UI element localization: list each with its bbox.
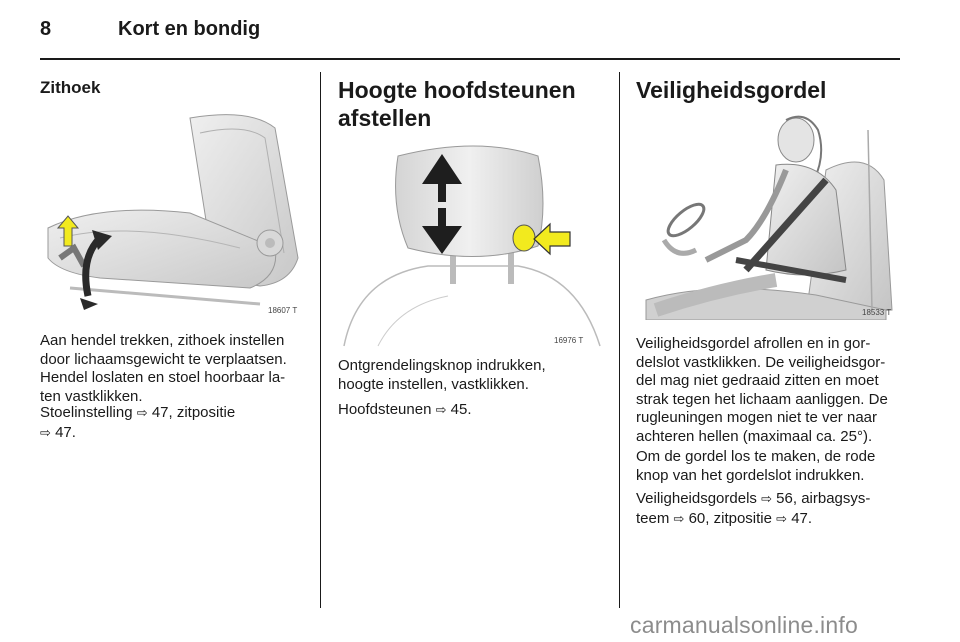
text-line [636, 490, 870, 510]
seat-illustration [40, 108, 304, 318]
paragraph-hoofdsteunen-references [338, 401, 472, 421]
text-line: Aan hendel trekken, zithoek instellen [40, 332, 285, 349]
seatbelt-illustration [636, 110, 902, 320]
paragraph-zithoek-instructions [40, 332, 287, 406]
header-divider [40, 58, 900, 60]
page-reference: 60, zitpositie [688, 509, 777, 527]
text-line: achteren hellen (maximaal ca. 25°). [636, 427, 873, 445]
figure-code: 18533 T [862, 308, 892, 317]
text-line: Om de gordel los te maken, de rode [636, 448, 876, 465]
page-title: Kort en bondig [118, 18, 261, 40]
text-line: ten vastklikken. [40, 387, 143, 405]
page-reference: 56, airbagsys- [776, 490, 871, 507]
crossref-arrow-icon: ⇨ [136, 406, 148, 421]
text-line [636, 510, 870, 530]
section-heading-veiligheidsgordel: Veiligheidsgordel [636, 77, 827, 103]
reference-text: Hoofdsteunen [338, 401, 436, 418]
figure-code: 18607 T [268, 306, 298, 315]
text-line [40, 424, 235, 444]
reference-text: Stoelinstelling [40, 404, 137, 421]
text-line: delslot vastklikken. De veiligheidsgor- [636, 353, 886, 371]
text-line: Veiligheidsgordel afrollen en in gor- [636, 335, 871, 352]
section-heading-zithoek: Zithoek [40, 78, 101, 97]
page-header [0, 0, 960, 60]
reference-text: Veiligheidsgordels [636, 490, 762, 507]
text-line: strak tegen het lichaam aanliggen. De [636, 390, 888, 408]
seat-recline-drawing [40, 108, 304, 318]
heading-line: Hoogte hoofdsteunen [338, 77, 576, 103]
figure-code: 16976 T [554, 336, 584, 345]
page-reference: 47. [791, 509, 813, 527]
text-line: door lichaamsgewicht te verplaatsen. [40, 350, 287, 368]
crossref-arrow-icon: ⇨ [761, 492, 772, 507]
paragraph-gordel-instructions [636, 335, 888, 446]
section-heading-hoofdsteunen [338, 76, 576, 132]
headrest-illustration [338, 136, 606, 348]
text-line: del mag niet gedraaid zitten en moet [636, 372, 879, 389]
page-number: 8 [40, 18, 52, 40]
column-divider-1 [320, 72, 321, 608]
paragraph-hoofdsteunen-instructions [338, 357, 546, 394]
watermark: carmanualsonline.info [630, 612, 858, 638]
page-reference: 45. [450, 401, 472, 418]
crossref-arrow-icon: ⇨ [776, 511, 788, 527]
page-reference: 47. [55, 423, 76, 441]
text-line: Hendel loslaten en stoel hoorbaar la- [40, 369, 286, 386]
headrest-drawing [338, 136, 606, 348]
text-line: hoogte instellen, vastklikken. [338, 375, 529, 393]
paragraph-gordel-references [636, 490, 870, 529]
crossref-arrow-icon: ⇨ [673, 511, 685, 527]
paragraph-zithoek-references [40, 404, 235, 443]
heading-line: afstellen [338, 105, 432, 131]
text-line: knop van het gordelslot indrukken. [636, 466, 865, 484]
text-line: Ontgrendelingsknop indrukken, [338, 357, 546, 374]
column-divider-2 [619, 72, 620, 608]
reference-text: teem [636, 509, 674, 527]
crossref-arrow-icon: ⇨ [435, 403, 447, 418]
text-line [40, 404, 235, 424]
text-line [338, 401, 472, 421]
text-line: rugleuningen mogen niet te ver naar [636, 409, 877, 426]
page-reference: 47, zitpositie [151, 404, 236, 421]
crossref-arrow-icon: ⇨ [40, 425, 51, 441]
seatbelt-drawing [636, 110, 902, 320]
paragraph-gordel-release [636, 448, 875, 485]
